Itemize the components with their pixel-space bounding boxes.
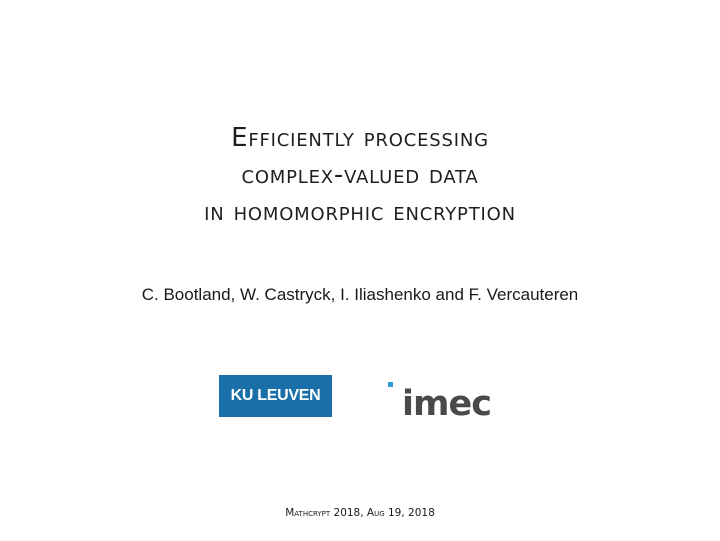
ku-leuven-logo-text: KU LEUVEN	[230, 387, 321, 404]
title-line-3: in homomorphic encryption	[204, 197, 516, 227]
author-list: C. Bootland, W. Castryck, I. Iliashenko and F. Vercauteren	[141, 285, 579, 304]
ku-leuven-logo	[219, 375, 332, 417]
footer-separator: ,	[360, 507, 367, 519]
imec-logo-text: imec	[402, 384, 491, 420]
footer-date: Aug 19, 2018	[366, 507, 435, 519]
slide-footer	[0, 507, 720, 519]
title-line-1: Efficiently processing	[231, 123, 489, 153]
slide-title	[0, 120, 720, 231]
imec-logo	[386, 376, 506, 420]
title-line-2: complex-valued data	[241, 160, 479, 190]
imec-logo-dot	[388, 382, 393, 387]
footer-event: Mathcrypt 2018	[285, 507, 361, 519]
